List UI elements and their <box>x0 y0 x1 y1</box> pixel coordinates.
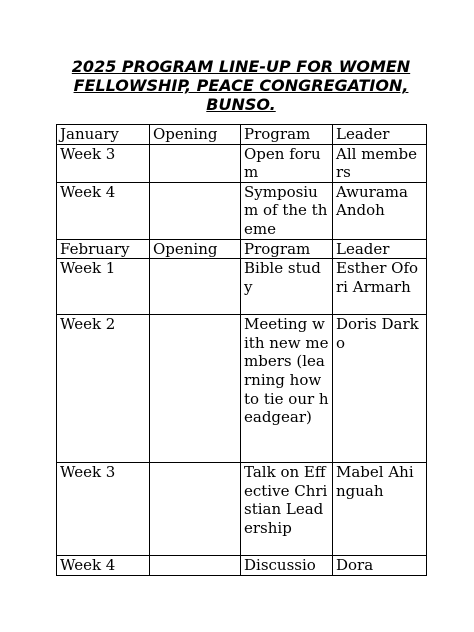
program-table <box>56 124 427 576</box>
program-cell: Talk on Effective Christian Leadership <box>241 463 333 556</box>
month-week-cell: Week 2 <box>57 315 150 463</box>
table-row <box>57 463 427 556</box>
month-week-cell: Week 1 <box>57 259 150 315</box>
opening-cell: Opening <box>150 125 241 145</box>
leader-cell: Leader <box>333 239 427 259</box>
table-row <box>57 315 427 463</box>
program-cell: Symposium of the theme <box>241 182 333 239</box>
leader-cell: Awurama Andoh <box>333 182 427 239</box>
month-week-cell: Week 4 <box>57 556 150 576</box>
leader-cell: All members <box>333 144 427 182</box>
month-week-cell: Week 4 <box>57 182 150 239</box>
document-title <box>56 57 426 114</box>
month-week-cell: Week 3 <box>57 144 150 182</box>
month-week-cell: Week 3 <box>57 463 150 556</box>
title-line-2: FELLOWSHIP, PEACE CONGREGATION, <box>73 76 409 95</box>
table-row <box>57 182 427 239</box>
opening-cell <box>150 315 241 463</box>
opening-cell <box>150 259 241 315</box>
opening-cell: Opening <box>150 239 241 259</box>
table-row <box>57 125 427 145</box>
program-cell: Meeting with new members (learning how to tie our headgear) <box>241 315 333 463</box>
leader-cell: Esther Ofori Armarh <box>333 259 427 315</box>
opening-cell <box>150 182 241 239</box>
program-cell: Program <box>241 239 333 259</box>
table-row <box>57 556 427 576</box>
month-week-cell: January <box>57 125 150 145</box>
program-cell: Open forum <box>241 144 333 182</box>
program-cell: Program <box>241 125 333 145</box>
leader-cell: Dora <box>333 556 427 576</box>
opening-cell <box>150 556 241 576</box>
opening-cell <box>150 463 241 556</box>
program-cell: Discussio <box>241 556 333 576</box>
program-cell: Bible study <box>241 259 333 315</box>
title-line-1: 2025 PROGRAM LINE-UP FOR WOMEN <box>71 57 411 76</box>
leader-cell: Doris Darko <box>333 315 427 463</box>
table-row <box>57 259 427 315</box>
leader-cell: Mabel Ahinguah <box>333 463 427 556</box>
table-row <box>57 144 427 182</box>
leader-cell: Leader <box>333 125 427 145</box>
month-week-cell: February <box>57 239 150 259</box>
opening-cell <box>150 144 241 182</box>
table-row <box>57 239 427 259</box>
title-line-3: BUNSO. <box>206 95 276 114</box>
